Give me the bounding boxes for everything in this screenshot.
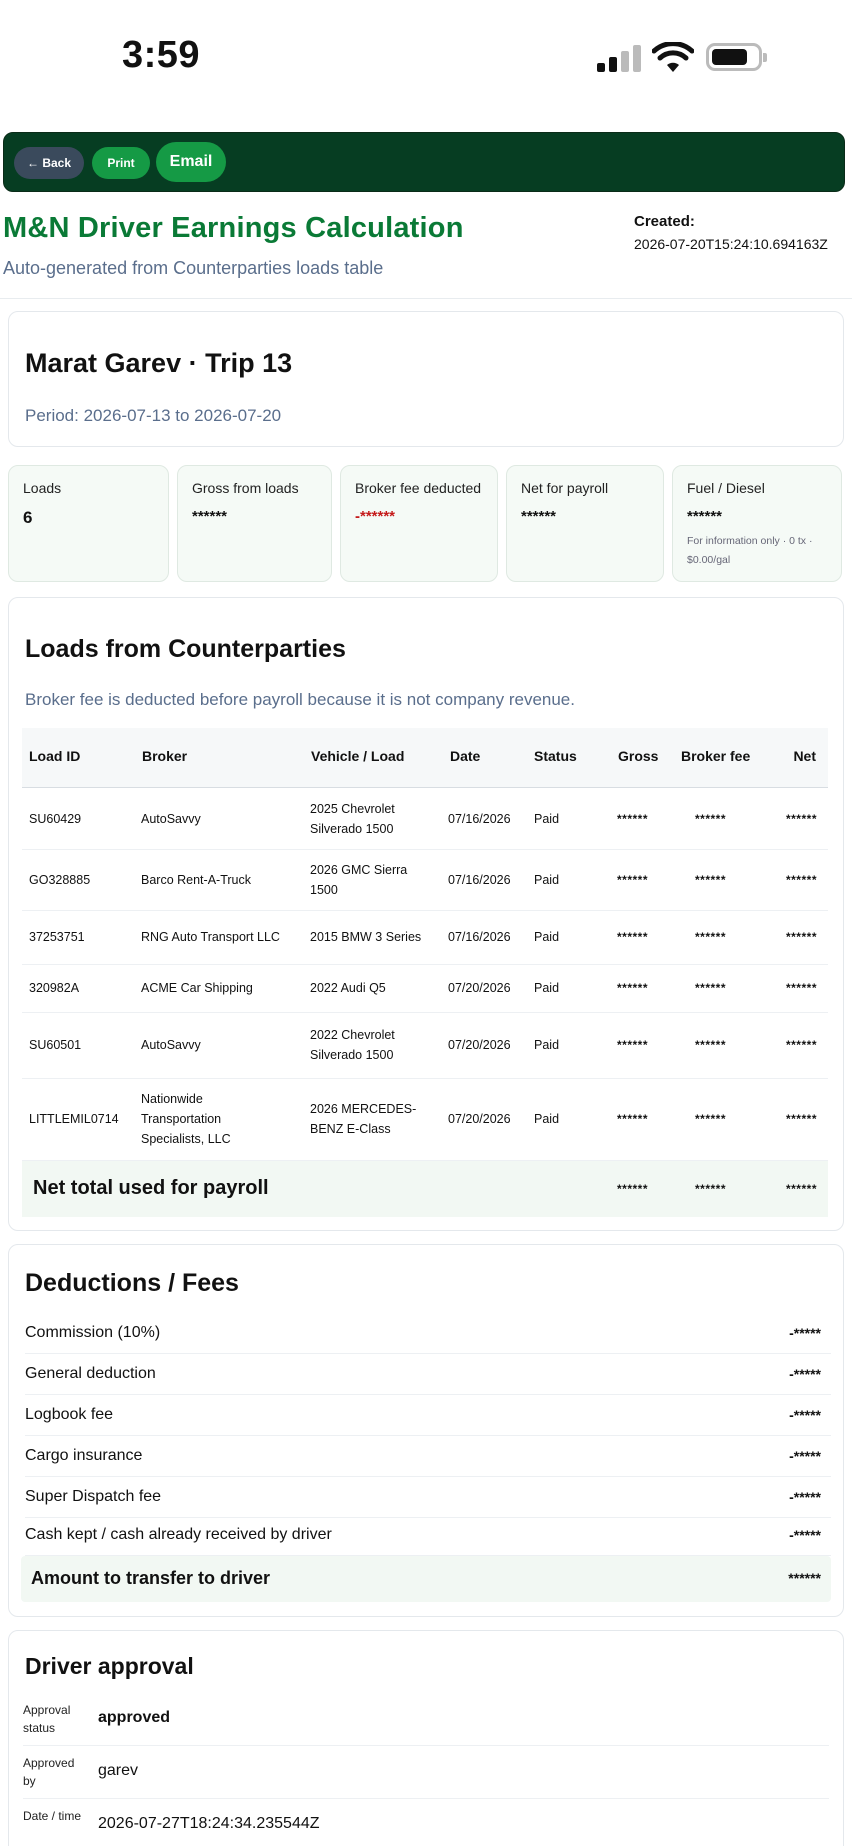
net: ****** — [785, 812, 817, 826]
gross: ****** — [617, 930, 649, 944]
date: 07/20/2026 — [448, 1038, 511, 1052]
page-title: M&N Driver Earnings Calculation — [3, 212, 464, 244]
column-header[interactable]: Status — [534, 748, 577, 764]
approval-row — [23, 1799, 829, 1846]
vehicle: 2026 MERCEDES-BENZ E-Class — [310, 1102, 417, 1136]
stat-value: 6 — [23, 508, 33, 527]
date: 07/20/2026 — [448, 1112, 511, 1126]
action-toolbar — [3, 132, 845, 192]
deduction-label: General deduction — [25, 1365, 156, 1382]
status-time: 3:59 — [122, 34, 201, 76]
wifi-icon — [652, 42, 694, 74]
table-header — [22, 728, 828, 788]
deduction-label: Cargo insurance — [25, 1447, 143, 1464]
approval-row — [23, 1746, 829, 1799]
date: 07/16/2026 — [448, 812, 511, 826]
transfer-total-label: Amount to transfer to driver — [31, 1568, 271, 1588]
deductions-card — [8, 1244, 844, 1617]
column-header[interactable]: Vehicle / Load — [311, 748, 405, 764]
loads-card — [8, 597, 844, 1231]
deduction-value: -***** — [789, 1366, 821, 1382]
deduction-label: Commission (10%) — [25, 1324, 161, 1341]
broker-fee: ****** — [695, 1112, 727, 1126]
table-row[interactable] — [22, 911, 828, 965]
approval-row — [23, 1693, 829, 1746]
deduction-label: Cash kept / cash already received by driver — [25, 1526, 332, 1543]
net: ****** — [785, 1038, 817, 1052]
cellular-signal-icon — [597, 44, 643, 72]
status: Paid — [534, 930, 560, 944]
broker: ACME Car Shipping — [141, 981, 253, 995]
table-row[interactable] — [22, 1079, 828, 1161]
net: ****** — [785, 930, 817, 944]
stat-value: -****** — [355, 508, 396, 525]
date: 07/16/2026 — [448, 873, 511, 887]
vehicle: 2015 BMW 3 Series — [310, 930, 422, 944]
table-row[interactable] — [22, 788, 828, 850]
transfer-total-value: ****** — [788, 1570, 821, 1586]
stat-fuel — [672, 465, 842, 582]
load-id: LITTLEMIL0714 — [29, 1112, 119, 1126]
page-subtitle: Auto-generated from Counterparties loads table — [3, 258, 384, 278]
load-id: 320982A — [29, 981, 80, 995]
status: Paid — [534, 981, 560, 995]
broker-fee: ****** — [695, 873, 727, 887]
broker-fee: ****** — [695, 981, 727, 995]
status: Paid — [534, 873, 560, 887]
date: 07/16/2026 — [448, 930, 511, 944]
stat-label: Gross from loads — [192, 480, 299, 496]
section-title: Loads from Counterparties — [25, 635, 346, 663]
gross: ****** — [617, 1038, 649, 1052]
stat-note: For information only · 0 tx · $0.00/gal — [687, 535, 813, 566]
deduction-label: Super Dispatch fee — [25, 1488, 162, 1505]
transfer-total — [21, 1556, 831, 1602]
vehicle: 2022 Audi Q5 — [310, 981, 386, 995]
stat-label: Net for payroll — [521, 480, 609, 496]
column-header[interactable]: Gross — [618, 748, 659, 764]
stat-value: ****** — [687, 508, 723, 525]
date: 07/20/2026 — [448, 981, 511, 995]
stat-gross — [177, 465, 332, 582]
email-button[interactable]: Email — [156, 142, 226, 182]
net: ****** — [785, 873, 817, 887]
broker-fee: ****** — [695, 930, 727, 944]
approval-value: approved — [98, 1709, 171, 1726]
gross: ****** — [617, 873, 649, 887]
gross: ****** — [617, 1112, 649, 1126]
vehicle: 2025 Chevrolet Silverado 1500 — [310, 802, 395, 836]
battery-icon — [706, 43, 762, 71]
approval-key: Date / time — [23, 1809, 82, 1823]
column-header[interactable]: Net — [793, 748, 816, 764]
deduction-row — [25, 1515, 831, 1556]
vehicle: 2022 Chevrolet Silverado 1500 — [310, 1028, 395, 1062]
deduction-value: -***** — [789, 1489, 821, 1505]
deduction-value: -***** — [789, 1407, 821, 1423]
net: ****** — [785, 1112, 817, 1126]
load-id: 37253751 — [29, 930, 85, 944]
table-footer — [22, 1161, 828, 1217]
print-button[interactable]: Print — [92, 147, 150, 179]
deduction-value: -***** — [789, 1527, 821, 1543]
table-row[interactable] — [22, 1013, 828, 1079]
footer-gross: ****** — [617, 1182, 649, 1196]
status-bar — [0, 0, 852, 120]
broker: Barco Rent-A-Truck — [141, 873, 251, 887]
stat-label: Broker fee deducted — [355, 480, 482, 496]
deduction-row — [25, 1436, 831, 1477]
gross: ****** — [617, 981, 649, 995]
deduction-value: -***** — [789, 1448, 821, 1464]
table-row[interactable] — [22, 850, 828, 911]
trip-title: Marat Garev · Trip 13 — [25, 348, 293, 378]
status: Paid — [534, 812, 560, 826]
net: ****** — [785, 981, 817, 995]
header-divider — [0, 298, 852, 299]
stat-value: ****** — [521, 508, 557, 525]
created-value: 2026-07-20T15:24:10.694163Z — [634, 236, 828, 252]
footer-broker-fee: ****** — [695, 1182, 727, 1196]
column-header[interactable]: Load ID — [29, 748, 81, 764]
load-id: GO328885 — [29, 873, 91, 887]
gross: ****** — [617, 812, 649, 826]
deduction-row — [25, 1477, 831, 1518]
table-row[interactable] — [22, 965, 828, 1013]
footer-label: Net total used for payroll — [33, 1177, 269, 1199]
broker: Nationwide Transportation Specialists, LLC — [141, 1092, 231, 1146]
vehicle: 2026 GMC Sierra 1500 — [310, 863, 408, 897]
approval-value: garev — [98, 1762, 139, 1779]
stat-broker-fee — [340, 465, 498, 582]
deduction-label: Logbook fee — [25, 1406, 114, 1423]
stat-label: Fuel / Diesel — [687, 480, 765, 496]
back-button[interactable]: ← Back — [14, 147, 84, 179]
stat-label: Loads — [23, 480, 62, 496]
broker: RNG Auto Transport LLC — [141, 930, 280, 944]
broker: AutoSavvy — [141, 812, 201, 826]
column-header[interactable]: Broker — [142, 748, 188, 764]
approval-value: 2026-07-27T18:24:34.235544Z — [98, 1815, 320, 1832]
stat-net — [506, 465, 664, 582]
broker-fee: ****** — [695, 1038, 727, 1052]
broker: AutoSavvy — [141, 1038, 201, 1052]
trip-period: Period: 2026-07-13 to 2026-07-20 — [25, 406, 282, 425]
status: Paid — [534, 1038, 560, 1052]
section-note: Broker fee is deducted before payroll because it is not company revenue. — [25, 690, 575, 709]
section-title: Driver approval — [25, 1653, 194, 1679]
column-header[interactable]: Date — [450, 748, 481, 764]
deduction-row — [25, 1354, 831, 1395]
stat-value: ****** — [192, 508, 228, 525]
status: Paid — [534, 1112, 560, 1126]
column-header[interactable]: Broker fee — [681, 748, 751, 764]
deduction-value: -***** — [789, 1325, 821, 1341]
broker-fee: ****** — [695, 812, 727, 826]
loads-table — [22, 728, 828, 1217]
created-label: Created: — [634, 213, 695, 230]
stat-loads — [8, 465, 169, 582]
deduction-row — [25, 1395, 831, 1436]
load-id: SU60429 — [29, 812, 82, 826]
approval-key: Approved by — [23, 1756, 75, 1788]
trip-card — [8, 311, 844, 447]
deduction-row — [25, 1313, 831, 1354]
driver-approval-card — [8, 1630, 844, 1846]
section-title: Deductions / Fees — [25, 1269, 239, 1297]
load-id: SU60501 — [29, 1038, 82, 1052]
footer-net: ****** — [785, 1182, 817, 1196]
approval-key: Approval status — [23, 1703, 71, 1735]
